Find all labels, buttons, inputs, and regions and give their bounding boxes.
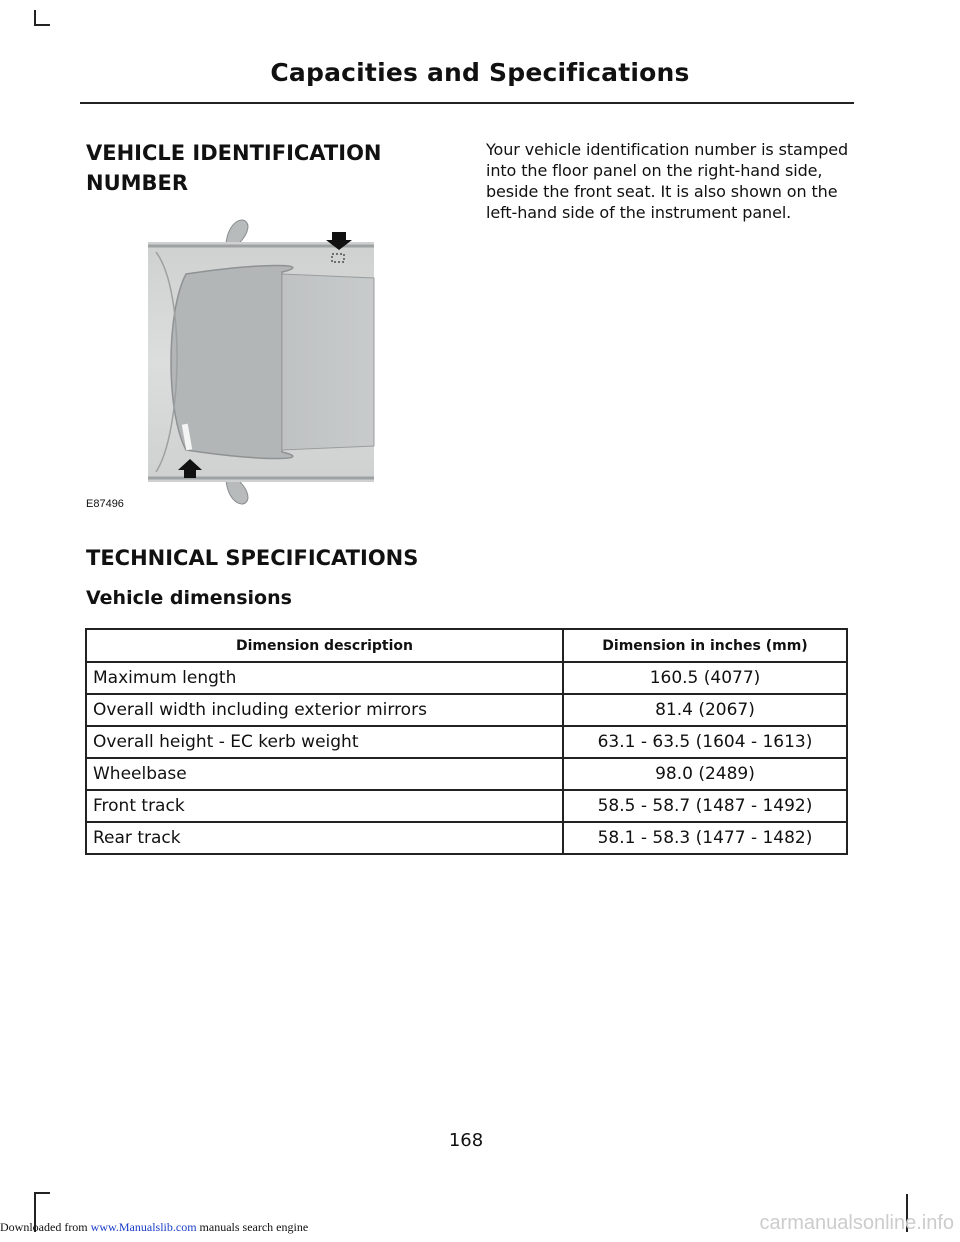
- manualslib-link[interactable]: www.Manualslib.com: [90, 1220, 197, 1234]
- table-cell-description: Overall height - EC kerb weight: [86, 726, 563, 758]
- crop-mark: [34, 24, 50, 26]
- table-row: [86, 726, 847, 758]
- table-row: [86, 758, 847, 790]
- vin-section-title: VEHICLE IDENTIFICATION NUMBER: [86, 141, 382, 195]
- dimensions-table: [85, 628, 848, 855]
- table-cell-description: Front track: [86, 790, 563, 822]
- header-divider: [80, 102, 854, 104]
- page-number: 168: [448, 1130, 484, 1151]
- tech-specs-title: TECHNICAL SPECIFICATIONS: [86, 546, 419, 570]
- vin-description: Your vehicle identification number is stamped into the floor panel on the right-hand side, beside the front seat. It is also shown on the left-hand side of the instrument panel.: [486, 140, 849, 222]
- table-cell-value: 58.1 - 58.3 (1477 - 1482): [563, 822, 847, 854]
- table-cell-value: 58.5 - 58.7 (1487 - 1492): [563, 790, 847, 822]
- page-header-title: Capacities and Specifications: [270, 58, 690, 87]
- download-footer: [0, 1220, 308, 1235]
- table-header-cell: Dimension description: [86, 629, 563, 662]
- table-header-cell: Dimension in inches (mm): [563, 629, 847, 662]
- table-cell-value: 81.4 (2067): [563, 694, 847, 726]
- figure-label: E87496: [86, 498, 124, 510]
- table-header-row: [86, 629, 847, 662]
- table-row: [86, 662, 847, 694]
- crop-mark: [34, 1192, 50, 1194]
- footer-prefix: Downloaded from: [0, 1220, 91, 1234]
- table-cell-value: 98.0 (2489): [563, 758, 847, 790]
- table-cell-description: Rear track: [86, 822, 563, 854]
- vehicle-dimensions-subtitle: Vehicle dimensions: [86, 587, 292, 609]
- table-row: [86, 694, 847, 726]
- table-row: [86, 790, 847, 822]
- footer-suffix: manuals search engine: [196, 1220, 309, 1234]
- table-cell-description: Wheelbase: [86, 758, 563, 790]
- table-row: [86, 822, 847, 854]
- vehicle-top-view-figure: [86, 212, 386, 514]
- table-cell-description: Overall width including exterior mirrors: [86, 694, 563, 726]
- table-cell-value: 63.1 - 63.5 (1604 - 1613): [563, 726, 847, 758]
- watermark-text: carmanualsonline.info: [759, 1212, 954, 1234]
- car-top-view-illustration: [86, 212, 386, 514]
- table-cell-description: Maximum length: [86, 662, 563, 694]
- table-cell-value: 160.5 (4077): [563, 662, 847, 694]
